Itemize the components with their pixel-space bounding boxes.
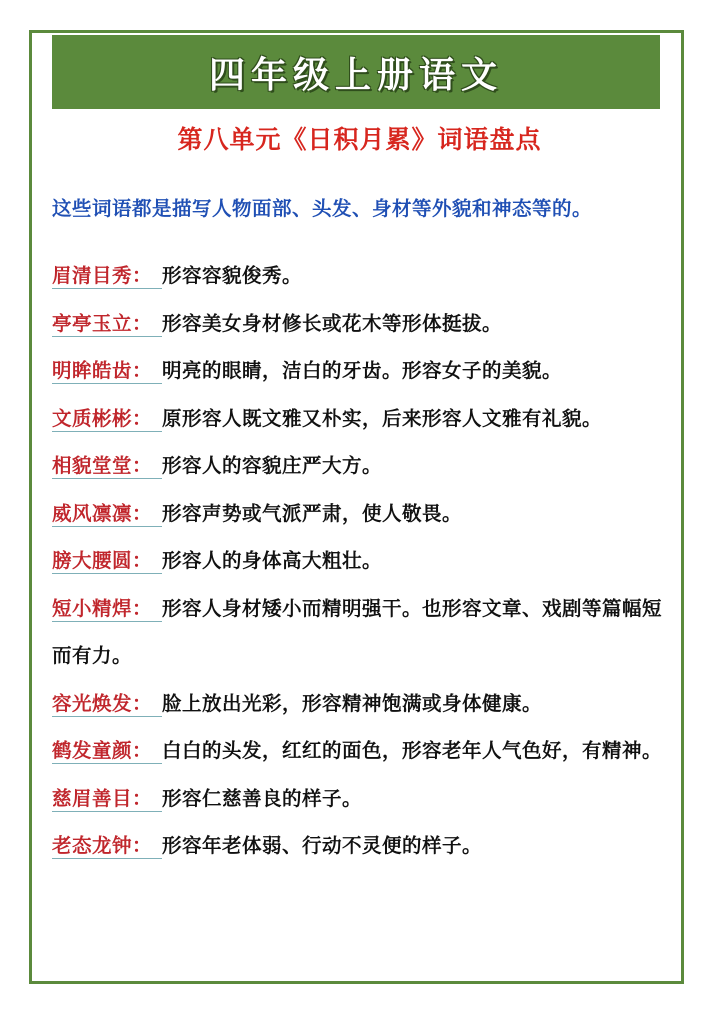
vocabulary-list xyxy=(52,252,672,870)
definition: 形容美女身材修长或花木等形体挺拔。 xyxy=(162,311,503,335)
term: 文质彬彬： xyxy=(52,407,162,432)
definition: 形容仁慈善良的样子。 xyxy=(162,786,363,810)
list-item xyxy=(52,585,672,680)
definition: 白白的头发，红红的面色，形容老年人气色好，有精神。 xyxy=(162,739,663,762)
list-item xyxy=(52,775,672,823)
term: 膀大腰圆： xyxy=(52,549,162,574)
list-item xyxy=(52,347,672,395)
intro-text: 这些词语都是描写人物面部、头发、身材等外貌和神态等的。 xyxy=(52,197,593,220)
list-item xyxy=(52,490,672,538)
list-item xyxy=(52,727,672,775)
definition: 脸上放出光彩，形容精神饱满或身体健康。 xyxy=(162,691,543,715)
list-item xyxy=(52,442,672,490)
term: 慈眉善目： xyxy=(52,787,162,812)
definition: 形容声势或气派严肃，使人敬畏。 xyxy=(162,501,463,525)
list-item xyxy=(52,822,672,870)
term: 威风凛凛： xyxy=(52,502,162,527)
definition: 明亮的眼睛，洁白的牙齿。形容女子的美貌。 xyxy=(162,359,563,382)
list-item xyxy=(52,395,672,443)
definition: 形容人身材矮小而精明强干。也形容文章、戏剧等篇幅短而有力。 xyxy=(52,596,663,667)
definition: 原形容人既文雅又朴实，后来形容人文雅有礼貌。 xyxy=(162,406,603,430)
term: 相貌堂堂： xyxy=(52,454,162,479)
term: 老态龙钟： xyxy=(52,834,162,859)
term: 眉清目秀： xyxy=(52,264,162,289)
term: 鹤发童颜： xyxy=(52,739,162,764)
list-item xyxy=(52,252,672,300)
list-item xyxy=(52,300,672,348)
definition: 形容容貌俊秀。 xyxy=(162,264,303,287)
definition: 形容人的身体高大粗壮。 xyxy=(162,549,383,572)
term: 容光焕发： xyxy=(52,692,162,717)
title-banner xyxy=(52,35,660,109)
term: 明眸皓齿： xyxy=(52,359,162,384)
list-item xyxy=(52,680,672,728)
page-subtitle: 第八单元《日积月累》词语盘点 xyxy=(177,125,542,154)
definition: 形容人的容貌庄严大方。 xyxy=(162,454,383,477)
page-title: 四年级上册语文 xyxy=(208,54,503,96)
list-item xyxy=(52,537,672,585)
term: 亭亭玉立： xyxy=(52,312,162,337)
term: 短小精焊： xyxy=(52,597,162,622)
definition: 形容年老体弱、行动不灵便的样子。 xyxy=(162,834,483,857)
